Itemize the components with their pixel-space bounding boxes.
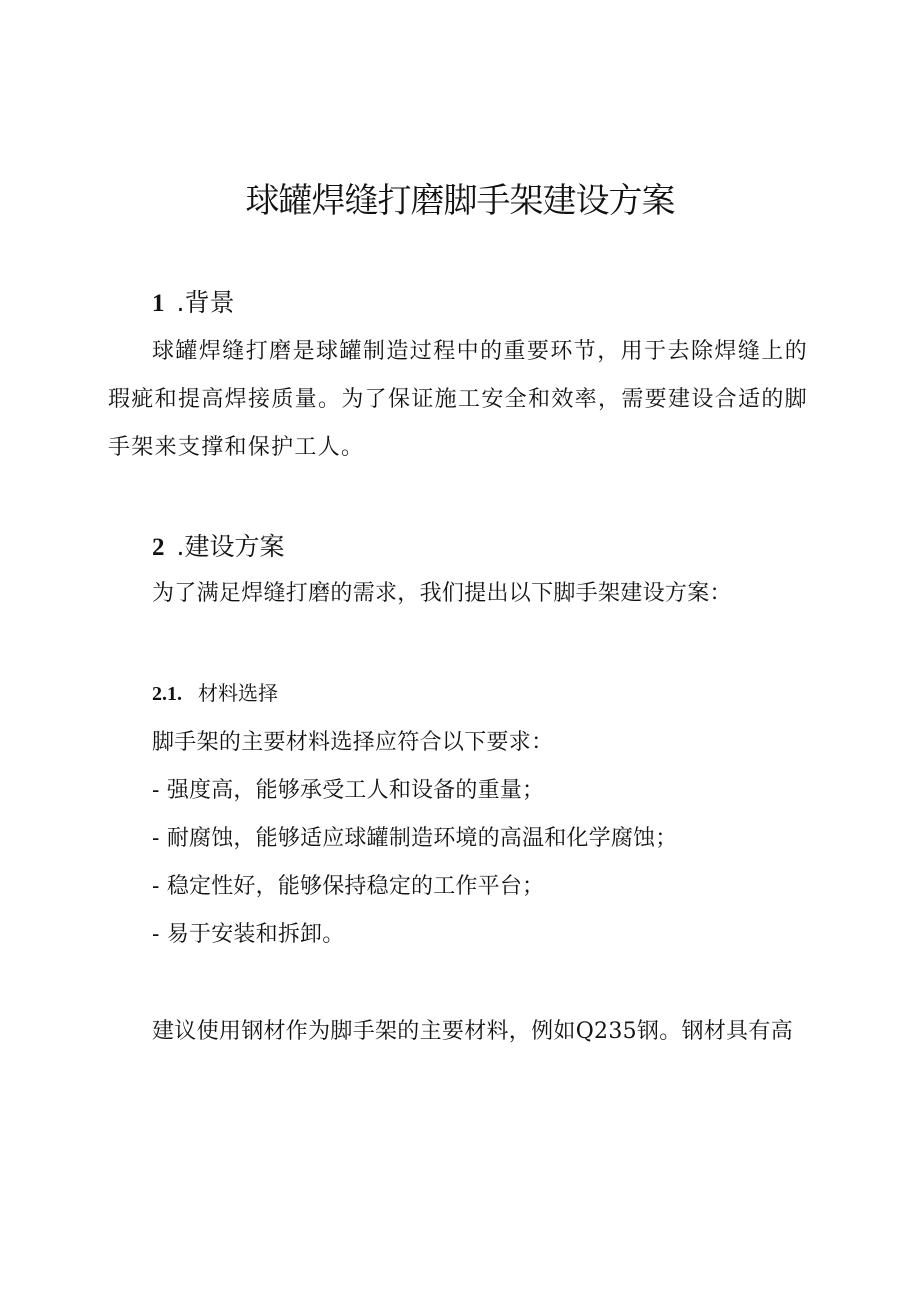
bullet-item: - 耐腐蚀，能够适应球罐制造环境的高温和化学腐蚀；: [152, 826, 678, 851]
section-2-heading: [152, 530, 284, 565]
section-2-intro: 为了满足焊缝打磨的需求，我们提出以下脚手架建设方案：: [152, 581, 732, 606]
section-2-1-closing: 建议使用钢材作为脚手架的主要材料，例如Q235钢。钢材具有高: [152, 1019, 794, 1044]
section-2-1-title: 材料选择: [198, 681, 278, 705]
section-1-paragraph: 球罐焊缝打磨是球罐制造过程中的重要环节，用于去除焊缝上的瑕疵和提高焊接质量。为了保证施工安全和效率，需要建设合适的脚手架来支撑和保护工人。: [108, 339, 808, 460]
bullet-item: - 易于安装和拆卸。: [152, 922, 345, 947]
section-1-number: 1: [152, 290, 165, 317]
document-title: 球罐焊缝打磨脚手架建设方案: [245, 181, 675, 221]
section-2-1-heading: [152, 678, 278, 709]
section-1-heading: [152, 286, 234, 321]
section-2-1-number: 2.1.: [152, 683, 182, 705]
section-2-1-intro: 脚手架的主要材料选择应符合以下要求：: [152, 730, 554, 755]
section-2-number: 2: [152, 534, 165, 561]
section-1-title: .背景: [176, 288, 235, 317]
section-2-title: .建设方案: [176, 532, 285, 561]
bullet-item: - 强度高，能够承受工人和设备的重量；: [152, 778, 545, 803]
bullet-item: - 稳定性好，能够保持稳定的工作平台；: [152, 874, 545, 899]
